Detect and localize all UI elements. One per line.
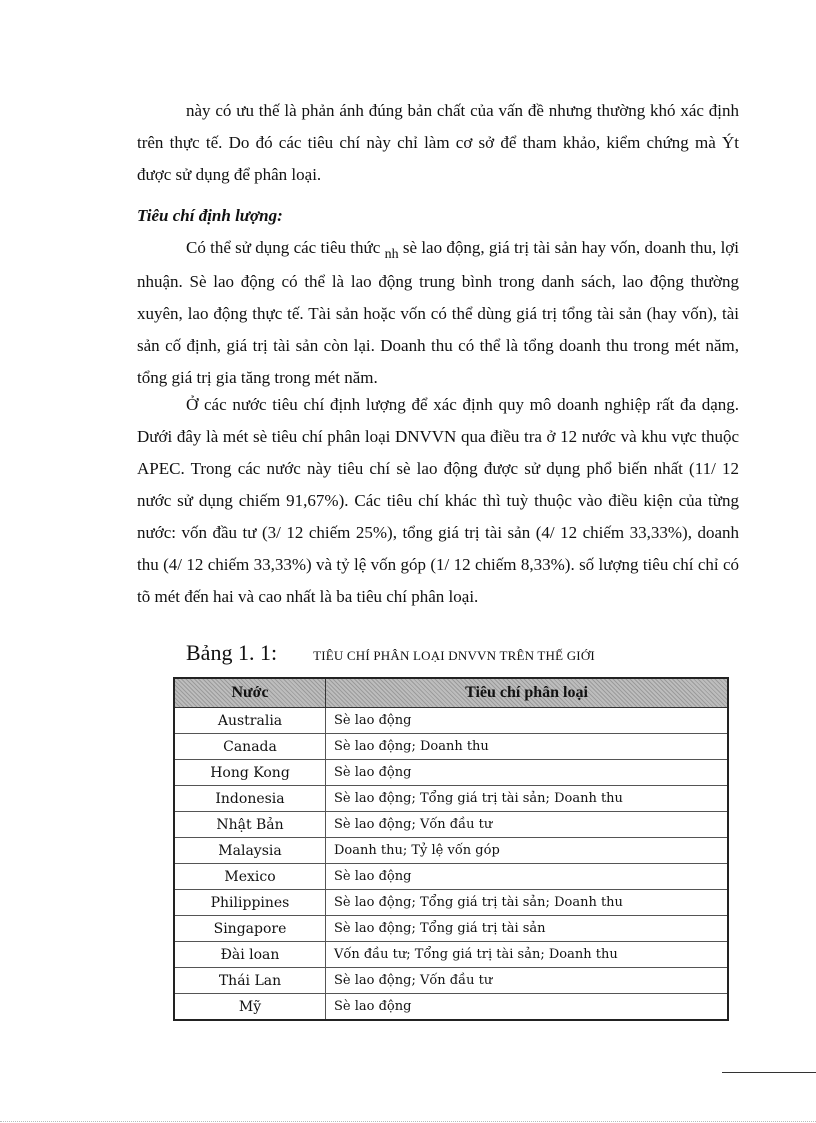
table-row <box>174 812 728 838</box>
header-country: Nước <box>174 678 326 708</box>
criteria-cell: Sè lao động; Doanh thu <box>326 734 729 760</box>
criteria-table <box>173 677 729 1021</box>
criteria-cell: Vốn đầu tư; Tổng giá trị tài sản; Doanh thu <box>326 942 729 968</box>
criteria-cell: Sè lao động <box>326 708 729 734</box>
table-row <box>174 968 728 994</box>
table-row <box>174 916 728 942</box>
footer-rule <box>722 1072 816 1073</box>
table-row <box>174 864 728 890</box>
table-row <box>174 734 728 760</box>
section-heading: Tiêu chí định lượng: <box>137 206 283 225</box>
criteria-cell: Sè lao động; Tổng giá trị tài sản <box>326 916 729 942</box>
paragraph-quantitative-part2: sè lao động, giá trị tài sản hay vốn, doanh thu, lợi nhuận. Sè lao động có thể là lao động trung bình trong danh sách, lao động thường xuyên, lao động thực tế. Tài sản hoặc vốn có thể dùng giá trị tổng tài sản (hay vốn), tài sản cố định, giá trị tài sản còn lại. Doanh thu có thể là tổng doanh thu trong mét năm, tổng giá trị gia tăng trong mét năm. <box>137 238 739 387</box>
table-row <box>174 838 728 864</box>
table-header-row <box>174 678 728 708</box>
table-row <box>174 942 728 968</box>
criteria-cell: Sè lao động; Tổng giá trị tài sản; Doanh thu <box>326 786 729 812</box>
paragraph-quantitative-part1: Có thể sử dụng các tiêu thức <box>186 238 381 257</box>
table-row <box>174 890 728 916</box>
country-cell: Canada <box>174 734 326 760</box>
table-row <box>174 994 728 1021</box>
country-cell: Philippines <box>174 890 326 916</box>
subscript-fragment: nh <box>384 247 399 262</box>
paragraph-quantitative <box>137 232 739 394</box>
criteria-cell: Sè lao động <box>326 864 729 890</box>
criteria-cell: Sè lao động; Vốn đầu tư <box>326 812 729 838</box>
paragraph-apec: Ở các nước tiêu chí định lượng để xác định quy mô doanh nghiệp rất đa dạng. Dưới đây là mét sè tiêu chí phân loại DNVVN qua điều tra ở 12 nước và khu vực thuộc APEC. Trong các nước này tiêu chí sè lao động được sử dụng phổ biến nhất (11/ 12 nước sử dụng chiếm 91,67%). Các tiêu chí khác thì tuỳ thuộc vào điều kiện của từng nước: vốn đầu tư (3/ 12 chiếm 25%), tổng giá trị tài sản (4/ 12 chiếm 33,33%), doanh thu (4/ 12 chiếm 33,33%) và tỷ lệ vốn góp (1/ 12 chiếm 8,33%). số lượng tiêu chí chỉ có tõ mét đến hai và cao nhất là ba tiêu chí phân loại. <box>137 395 739 606</box>
country-cell: Nhật Bản <box>174 812 326 838</box>
country-cell: Australia <box>174 708 326 734</box>
criteria-cell: Sè lao động <box>326 994 729 1021</box>
header-criteria: Tiêu chí phân loại <box>326 678 729 708</box>
paragraph-intro: này có ưu thế là phản ánh đúng bản chất của vấn đề nhưng thường khó xác định trên thực tế. Do đó các tiêu chí này chỉ làm cơ sở để tham khảo, kiểm chứng mà Ýt được sử dụng để phân loại. <box>137 101 739 184</box>
table-caption <box>186 640 595 666</box>
table-row <box>174 708 728 734</box>
criteria-cell: Sè lao động; Tổng giá trị tài sản; Doanh thu <box>326 890 729 916</box>
criteria-cell: Sè lao động <box>326 760 729 786</box>
criteria-cell: Sè lao động; Vốn đầu tư <box>326 968 729 994</box>
page-bottom-edge <box>0 1121 816 1122</box>
country-cell: Singapore <box>174 916 326 942</box>
table-row <box>174 786 728 812</box>
criteria-cell: Doanh thu; Tỷ lệ vốn góp <box>326 838 729 864</box>
country-cell: Indonesia <box>174 786 326 812</box>
table-caption-label: Bảng 1. 1: <box>186 640 278 665</box>
country-cell: Hong Kong <box>174 760 326 786</box>
country-cell: Thái Lan <box>174 968 326 994</box>
table-caption-title: TIÊU CHÍ PHÂN LOẠI DNVVN TRÊN THẾ GIỚI <box>313 648 595 663</box>
table-row <box>174 760 728 786</box>
country-cell: Malaysia <box>174 838 326 864</box>
country-cell: Mexico <box>174 864 326 890</box>
country-cell: Mỹ <box>174 994 326 1021</box>
country-cell: Đài loan <box>174 942 326 968</box>
